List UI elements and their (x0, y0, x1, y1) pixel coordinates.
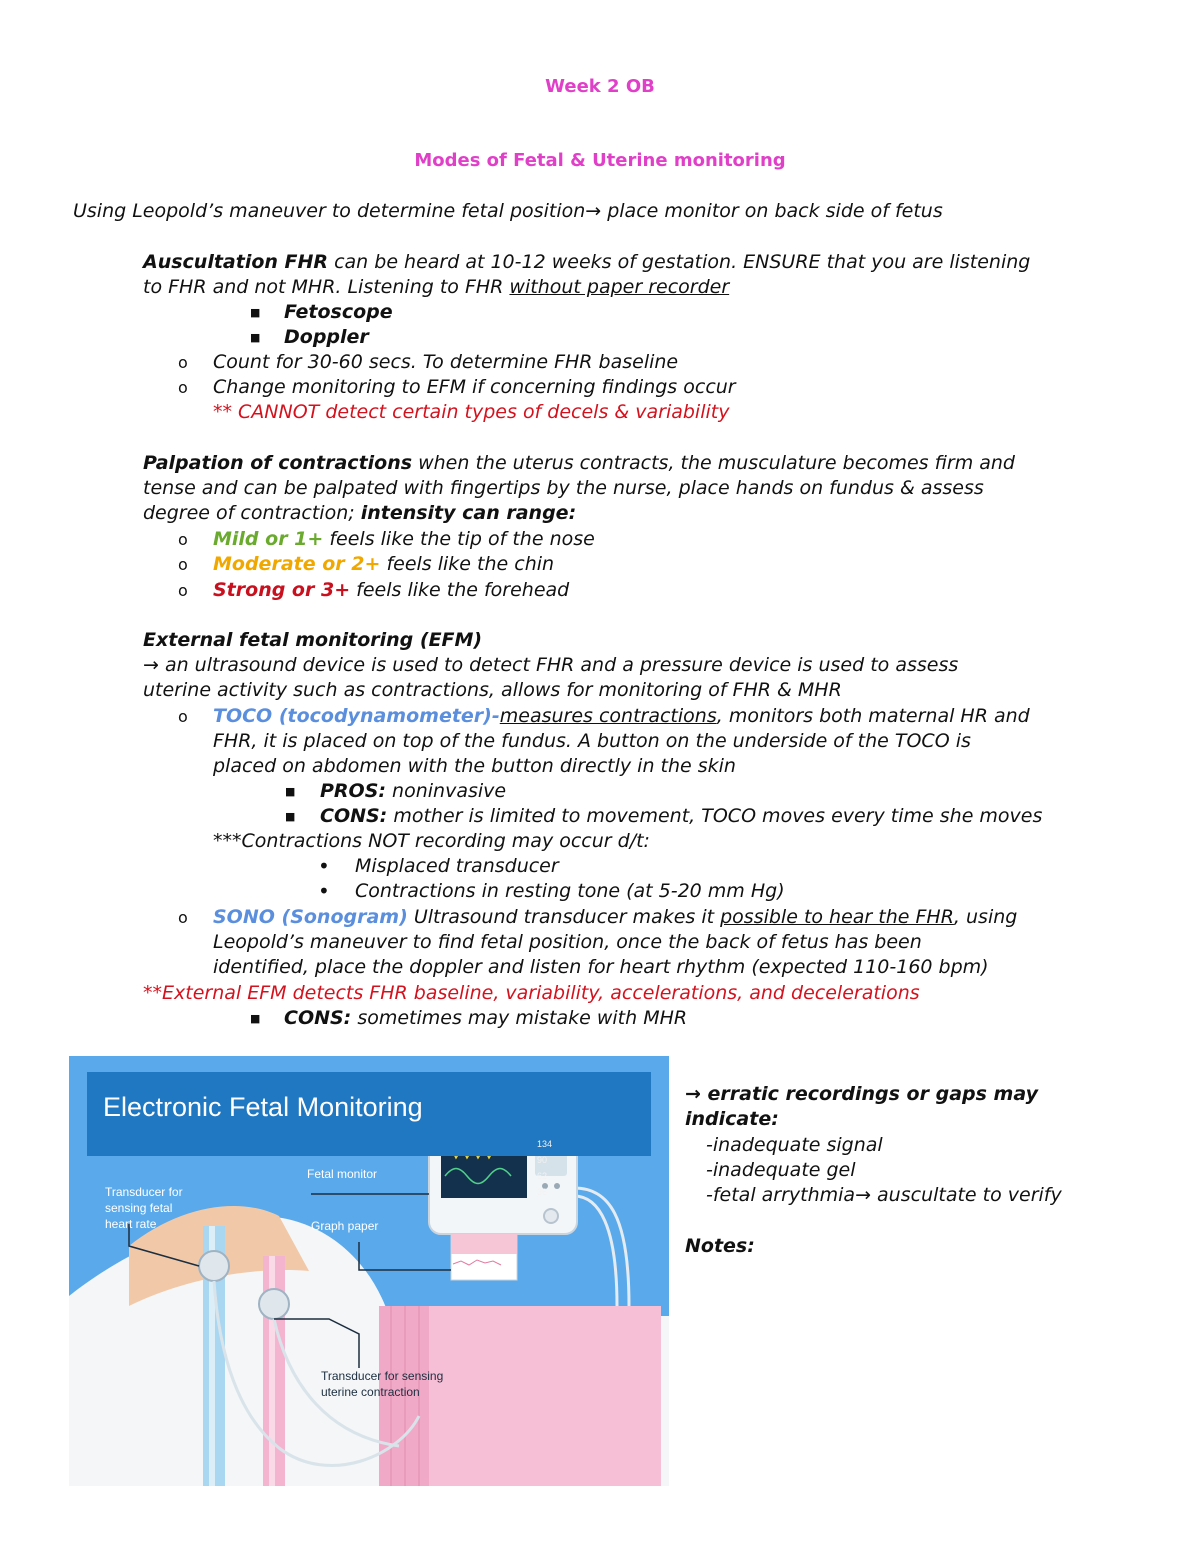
square-bullet-icon: ■ (250, 1012, 261, 1025)
toco-line-1: TOCO (tocodynamometer)-measures contractions, monitors both maternal HR and (213, 705, 1030, 727)
tool-doppler: Doppler (284, 326, 369, 348)
sono-line-1: SONO (Sonogram) Ultrasound transducer makes it possible to hear the FHR, using (213, 906, 1018, 928)
side-item-2: -inadequate gel (706, 1159, 856, 1181)
efm-line-1: → an ultrasound device is used to detect FHR and a pressure device is used to assess (143, 654, 959, 676)
side-item-1: -inadequate signal (706, 1134, 883, 1156)
side-item-3: -fetal arrythmia→ auscultate to verify (706, 1184, 1062, 1206)
square-bullet-icon: ■ (250, 306, 261, 319)
side-heading-1: → erratic recordings or gaps may (685, 1083, 1038, 1105)
dot-bullet-icon: • (318, 879, 330, 903)
toco-cons: CONS: mother is limited to movement, TOCO moves every time she moves (320, 805, 1043, 827)
efm-heading: External fetal monitoring (EFM) (143, 629, 483, 651)
square-bullet-icon: ■ (250, 331, 261, 344)
illustration-title: Electronic Fetal Monitoring (103, 1092, 423, 1122)
efm-cons: CONS: sometimes may mistake with MHR (284, 1007, 688, 1029)
palpation-line-3: degree of contraction; intensity can range: (143, 502, 577, 524)
auscultation-step-2: Change monitoring to EFM if concerning findings occur (213, 376, 736, 398)
square-bullet-icon: ■ (285, 810, 296, 823)
circle-bullet-icon: o (178, 530, 188, 549)
auscultation-term: Auscultation FHR (143, 251, 329, 273)
efm-line-2: uterine activity such as contractions, allows for monitoring of FHR & MHR (143, 679, 842, 701)
label-fetal-monitor: Fetal monitor (307, 1167, 378, 1181)
palpation-term: Palpation of contractions (143, 452, 413, 474)
toco-note: ***Contractions NOT recording may occur d/t: (213, 830, 650, 852)
sono-line-2: Leopold’s maneuver to find fetal position, once the back of fetus has been (213, 931, 922, 953)
screen-readouts: 134 90 62 36 (537, 1139, 553, 1197)
label-uc-transducer: Transducer for sensing uterine contraction (321, 1369, 444, 1399)
square-bullet-icon: ■ (285, 785, 296, 798)
efm-illustration (69, 1056, 669, 1486)
auscultation-warning: ** CANNOT detect certain types of decels & variability (213, 401, 730, 423)
week-title: Week 2 OB (545, 76, 655, 97)
intensity-strong: Strong or 3+ feels like the forehead (213, 579, 570, 601)
intensity-moderate: Moderate or 2+ feels like the chin (213, 553, 555, 575)
palpation-line-2: tense and can be palpated with fingertips by the nurse, place hands on fundus & assess (143, 477, 984, 499)
circle-bullet-icon: o (178, 378, 188, 397)
label-graph-paper: Graph paper (311, 1219, 379, 1233)
circle-bullet-icon: o (178, 555, 188, 574)
section-title: Modes of Fetal & Uterine monitoring (414, 150, 786, 171)
circle-bullet-icon: o (178, 908, 188, 927)
notes-heading: Notes: (685, 1235, 755, 1257)
auscultation-line-2: to FHR and not MHR. Listening to FHR without paper recorder (143, 276, 730, 298)
efm-detects: **External EFM detects FHR baseline, variability, accelerations, and decelerations (143, 982, 920, 1004)
illustration-banner (87, 1072, 651, 1156)
intensity-mild: Mild or 1+ feels like the tip of the nose (213, 528, 595, 550)
toco-cause-1: Misplaced transducer (355, 855, 559, 877)
tool-fetoscope: Fetoscope (284, 301, 393, 323)
intro-line: Using Leopold’s maneuver to determine fetal position→ place monitor on back side of fetus (73, 200, 943, 222)
toco-pros: PROS: noninvasive (320, 780, 507, 802)
toco-line-3: placed on abdomen with the button directly in the skin (213, 755, 736, 777)
dot-bullet-icon: • (318, 854, 330, 878)
circle-bullet-icon: o (178, 707, 188, 726)
toco-line-2: FHR, it is placed on top of the fundus. A button on the underside of the TOCO is (213, 730, 971, 752)
toco-cause-2: Contractions in resting tone (at 5-20 mm Hg) (355, 880, 785, 902)
circle-bullet-icon: o (178, 581, 188, 600)
sono-line-3: identified, place the doppler and listen for heart rhythm (expected 110-160 bpm) (213, 956, 989, 978)
auscultation-step-1: Count for 30-60 secs. To determine FHR baseline (213, 351, 679, 373)
auscultation-line-1: Auscultation FHR can be heard at 10-12 weeks of gestation. ENSURE that you are listening (143, 251, 1031, 273)
side-heading-2: indicate: (685, 1108, 779, 1130)
circle-bullet-icon: o (178, 353, 188, 372)
label-fhr-transducer: Transducer for sensing fetal heart rate (105, 1185, 183, 1231)
palpation-line-1: Palpation of contractions when the uterus contracts, the musculature becomes firm and (143, 452, 1015, 474)
